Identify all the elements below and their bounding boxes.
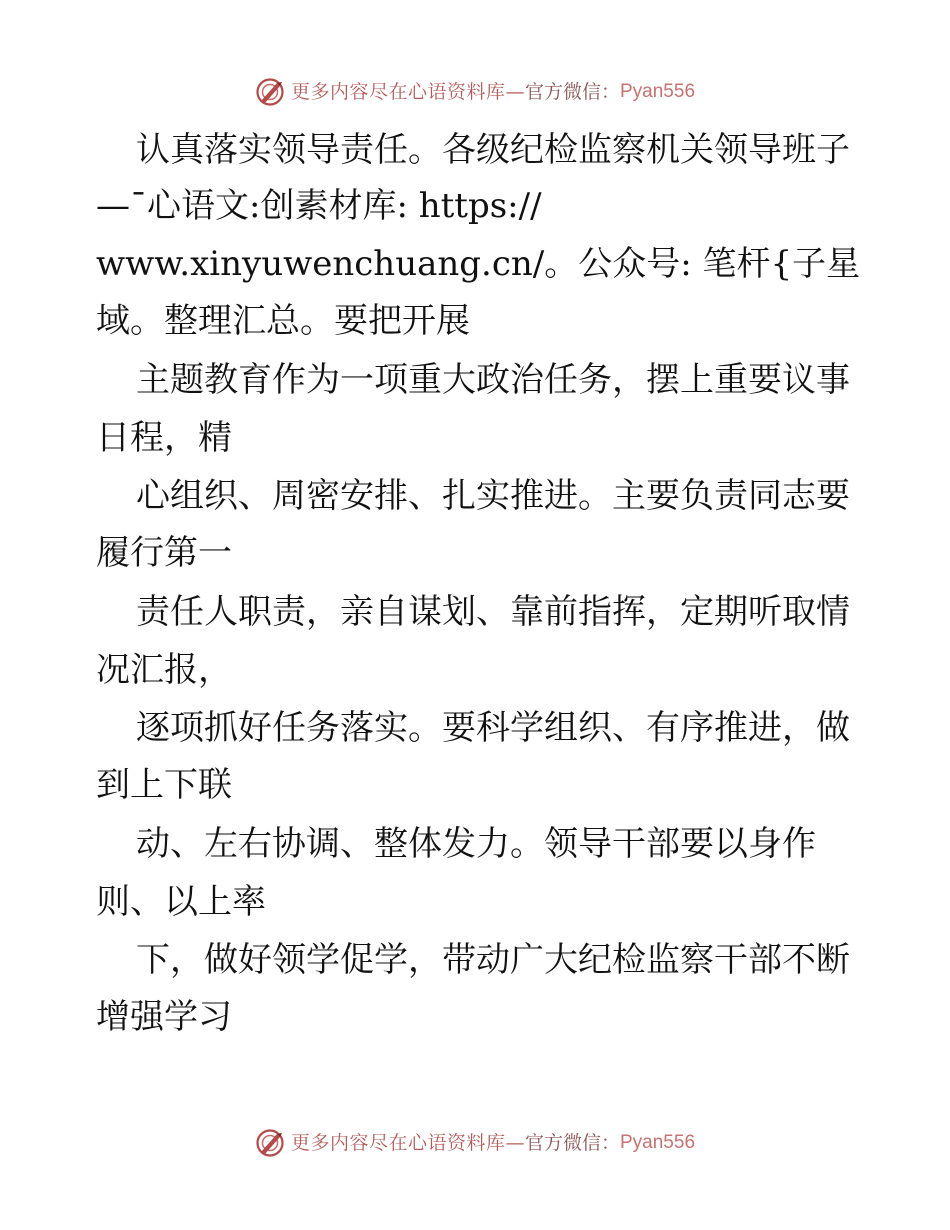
header-main-text: 更多内容尽在心语资料库— <box>290 81 525 103</box>
pen-logo-icon <box>255 1128 285 1158</box>
body-line: 认真落实领导责任。各级纪检监察机关领导班子 <box>136 130 850 170</box>
body-line: 逐项抓好任务落实。要科学组织、有序推进，做 <box>136 708 850 748</box>
body-line: 到上下联 <box>96 765 232 805</box>
body-line: —¯心语文:创素材库: https:// <box>96 186 542 226</box>
body-line: 主题教育作为一项重大政治任务，摆上重要议事 <box>136 360 850 400</box>
body-line: 责任人职责，亲自谋划、靠前指挥，定期听取情 <box>136 592 850 632</box>
footer-main-text: 更多内容尽在心语资料库— <box>290 1132 525 1154</box>
footer-wechat-label: 官方微信： <box>524 1132 620 1154</box>
footer-banner <box>0 1128 950 1158</box>
body-line: 履行第一 <box>96 533 232 573</box>
header-wechat-id: Pyan556 <box>620 81 696 102</box>
header-banner <box>0 77 950 107</box>
body-line: 域。整理汇总。要把开展 <box>96 301 470 341</box>
body-line: 增强学习 <box>96 997 232 1037</box>
body-line: 日程，精 <box>96 418 232 458</box>
body-line: 动、左右协调、整体发力。领导干部要以身作 <box>136 824 816 864</box>
body-line: 况汇报， <box>96 650 232 690</box>
header-wechat-label: 官方微信： <box>524 81 620 103</box>
footer-wechat-id: Pyan556 <box>620 1132 696 1153</box>
body-line: 下，做好领学促学，带动广大纪检监察干部不断 <box>136 940 850 980</box>
pen-logo-icon <box>255 77 285 107</box>
body-line: 则、以上率 <box>96 882 266 922</box>
body-line: www.xinyuwenchuang.cn/。公众号: 笔杆{子星 <box>96 244 861 284</box>
body-line: 心组织、周密安排、扎实推进。主要负责同志要 <box>136 476 850 516</box>
